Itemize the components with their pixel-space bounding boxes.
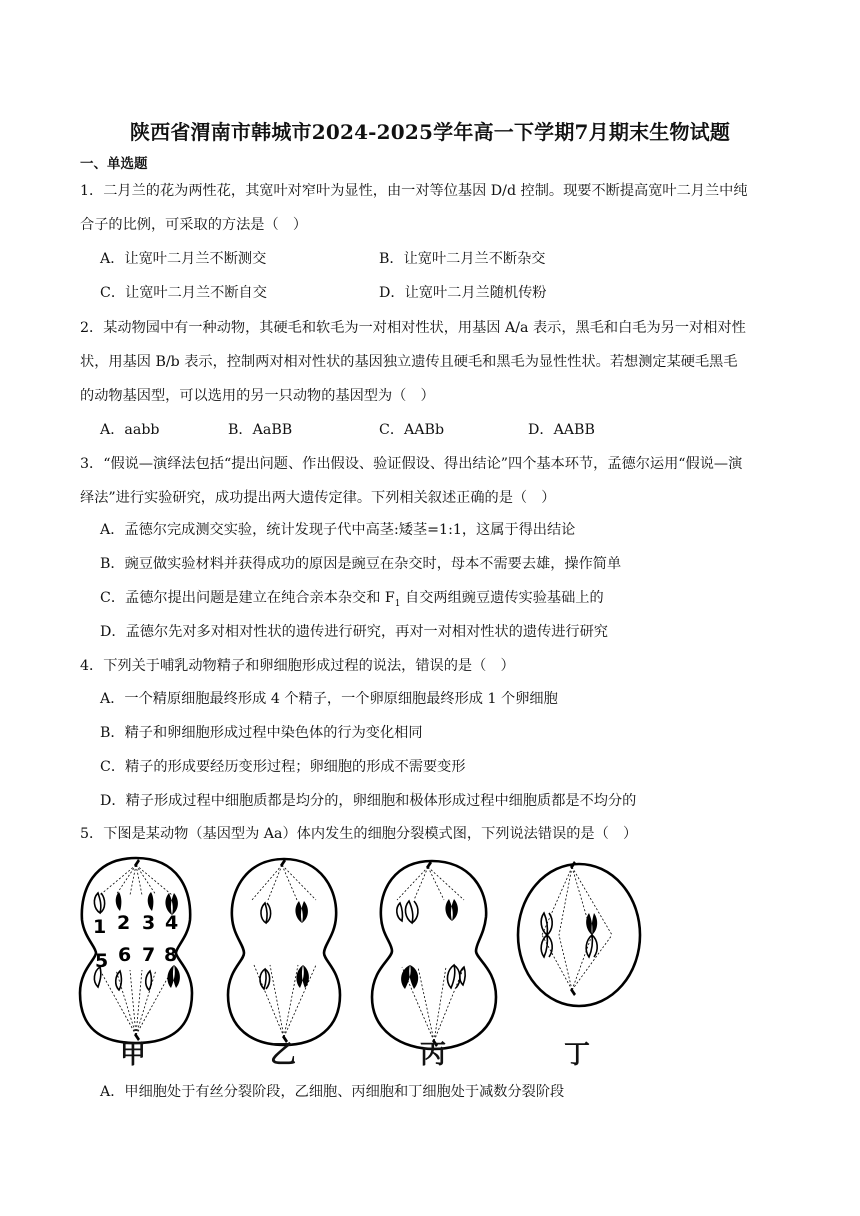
q4-stem-line1: 4．下列关于哺乳动物精子和卵细胞形成过程的说法，错误的是（ ）	[80, 658, 515, 674]
q2-option-b: B．AaBB	[228, 422, 293, 438]
figure-label-ding: 丁	[564, 1040, 591, 1070]
figure-label-jia: 甲	[120, 1040, 147, 1070]
q1-stem-line2: 合子的比例，可采取的方法是（ ）	[80, 217, 308, 233]
chromosome-number-8: 8	[164, 944, 178, 966]
figure-label-yi: 乙	[270, 1040, 297, 1070]
q2-stem-line2: 状，用基因 B/b 表示，控制两对相对性状的基因独立遗传且硬毛和黑毛为显性性状。若想测定某硬毛黑毛	[80, 354, 738, 370]
q3-option-c-post: 自交两组豌豆遗传实验基础上的	[400, 590, 604, 606]
q2-stem-line1: 2．某动物园中有一种动物，其硬毛和软毛为一对相对性状，用基因 A/a 表示，黑毛和白毛为另一对相对性	[80, 320, 746, 336]
cell-bing	[372, 861, 496, 1049]
chromosome-number-2: 2	[117, 912, 131, 934]
q5-stem-line1: 5．下图是某动物（基因型为 Aa）体内发生的细胞分裂模式图，下列说法错误的是（ ）	[80, 826, 638, 842]
q2-option-a: A．aabb	[100, 422, 160, 438]
q3-stem-line2: 绎法”进行实验研究，成功提出两大遗传定律。下列相关叙述正确的是（ ）	[80, 490, 556, 506]
cell-yi	[228, 859, 340, 1045]
chromosome-number-7: 7	[142, 944, 156, 966]
q2-option-d: D．AABB	[528, 422, 595, 438]
q3-option-b: B．豌豆做实验材料并获得成功的原因是豌豆在杂交时，母本不需要去雄，操作简单	[100, 556, 622, 572]
q3-option-a: A．孟德尔完成测交实验，统计发现子代中高茎:矮茎=1:1，这属于得出结论	[100, 522, 576, 538]
q3-option-c-pre: C．孟德尔提出问题是建立在纯合亲本杂交和 F	[100, 590, 395, 606]
q4-option-a: A．一个精原细胞最终形成 4 个精子，一个卵原细胞最终形成 1 个卵细胞	[100, 691, 558, 707]
chromosome-number-4: 4	[165, 912, 179, 934]
chromosome-number-3: 3	[142, 912, 156, 934]
q1-option-a: A．让宽叶二月兰不断测交	[100, 251, 267, 267]
page-title: 陕西省渭南市韩城市2024-2025学年高一下学期7月期末生物试题	[129, 120, 731, 144]
q2-stem-line3: 的动物基因型，可以选用的另一只动物的基因型为（ ）	[80, 388, 435, 404]
chromosome-number-1: 1	[93, 916, 107, 938]
q1-stem-line1: 1．二月兰的花为两性花，其宽叶对窄叶为显性，由一对等位基因 D/d 控制。现要不断提高宽叶二月兰中纯	[80, 183, 748, 199]
cell-ding	[518, 864, 640, 1006]
chromosome-number-6: 6	[118, 944, 132, 966]
q5-option-a: A．甲细胞处于有丝分裂阶段，乙细胞、丙细胞和丁细胞处于减数分裂阶段	[100, 1084, 565, 1100]
q1-option-b: B．让宽叶二月兰不断杂交	[379, 251, 546, 267]
q4-option-c: C．精子的形成要经历变形过程；卵细胞的形成不需要变形	[100, 759, 466, 775]
chromosome-number-5: 5	[95, 950, 109, 972]
q2-option-c: C．AABb	[379, 422, 445, 438]
q3-option-c-sub: 1	[394, 598, 401, 609]
q3-stem-line1: 3．“假说—演绎法包括“提出问题、作出假设、验证假设、得出结论”四个基本环节，孟德尔运用“假说—演	[80, 456, 743, 472]
q1-option-d: D．让宽叶二月兰随机传粉	[379, 285, 547, 301]
section-heading: 一、单选题	[80, 156, 148, 172]
figure-label-bing: 丙	[420, 1040, 447, 1070]
q4-option-b: B．精子和卵细胞形成过程中染色体的行为变化相同	[100, 725, 423, 741]
q3-option-c	[100, 587, 604, 609]
q1-option-c: C．让宽叶二月兰不断自交	[100, 285, 267, 301]
q4-option-d: D．精子形成过程中细胞质都是均分的，卵细胞和极体形成过程中细胞质都是不均分的	[100, 793, 637, 809]
q3-option-d: D．孟德尔先对多对相对性状的遗传进行研究，再对一对相对性状的遗传进行研究	[100, 624, 608, 640]
